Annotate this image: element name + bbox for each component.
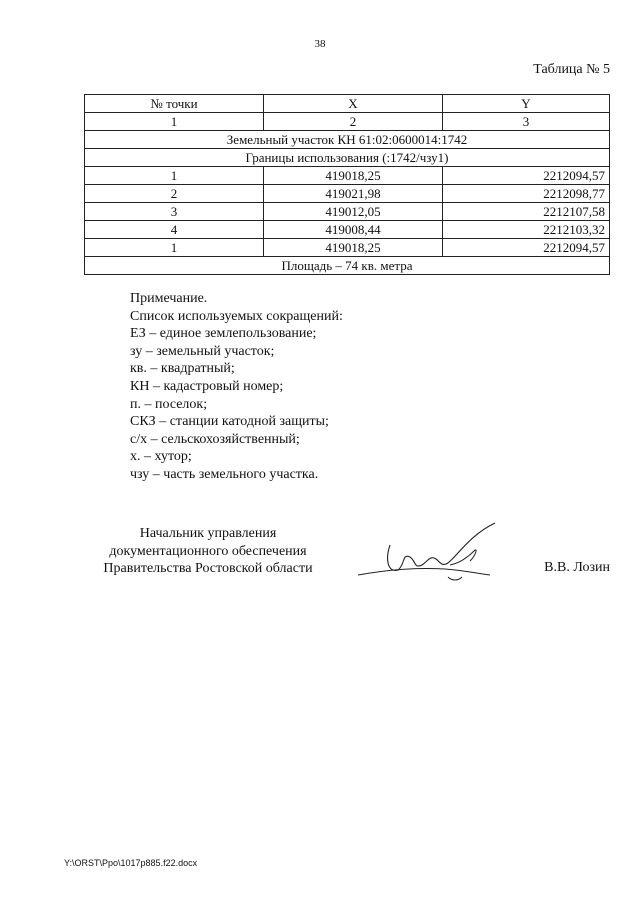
area-row <box>85 257 610 275</box>
boundary-row <box>85 149 610 167</box>
parcel-cadastral-number: Земельный участок КН 61:02:0600014:1742 <box>85 131 610 149</box>
table-row <box>85 185 610 203</box>
signatory-name: В.В. Лозин <box>544 560 610 575</box>
point-number: 4 <box>85 221 264 239</box>
list-item: чзу – часть земельного участка. <box>130 466 319 482</box>
list-item: х. – хутор; <box>130 449 192 465</box>
position-line: документационного обеспечения <box>109 543 307 559</box>
table-row <box>85 167 610 185</box>
list-item: ЕЗ – единое землепользование; <box>130 326 317 342</box>
point-number: 3 <box>85 203 264 221</box>
point-number: 2 <box>85 185 264 203</box>
header-point-number: № точки <box>85 95 264 113</box>
abbreviations-note <box>130 290 343 484</box>
column-numbers-row <box>85 113 610 131</box>
position-line: Правительства Ростовской области <box>103 561 313 577</box>
y-coordinate: 2212098,77 <box>443 185 610 203</box>
x-coordinate: 419018,25 <box>264 239 443 257</box>
list-item: кв. – квадратный; <box>130 361 235 377</box>
table-title: Таблица № 5 <box>533 62 610 77</box>
column-number: 3 <box>443 113 610 131</box>
y-coordinate: 2212107,58 <box>443 203 610 221</box>
y-coordinate: 2212103,32 <box>443 221 610 239</box>
header-x: X <box>264 95 443 113</box>
point-number: 1 <box>85 167 264 185</box>
y-coordinate: 2212094,57 <box>443 167 610 185</box>
area-value: Площадь – 74 кв. метра <box>85 257 610 275</box>
table-row <box>85 203 610 221</box>
x-coordinate: 419012,05 <box>264 203 443 221</box>
column-number: 1 <box>85 113 264 131</box>
y-coordinate: 2212094,57 <box>443 239 610 257</box>
table-row <box>85 221 610 239</box>
handwritten-signature <box>350 515 510 590</box>
table-row <box>85 239 610 257</box>
x-coordinate: 419021,98 <box>264 185 443 203</box>
x-coordinate: 419008,44 <box>264 221 443 239</box>
list-item: КН – кадастровый номер; <box>130 378 284 394</box>
usage-boundary: Границы использования (:1742/чзу1) <box>85 149 610 167</box>
column-number: 2 <box>264 113 443 131</box>
file-path: Y:\ORST\Ppo\1017p885.f22.docx <box>64 858 198 868</box>
list-item: зу – земельный участок; <box>130 343 275 359</box>
page-number: 38 <box>314 38 326 50</box>
parcel-row <box>85 131 610 149</box>
point-number: 1 <box>85 239 264 257</box>
list-item: п. – поселок; <box>130 396 208 412</box>
x-coordinate: 419018,25 <box>264 167 443 185</box>
list-item: СКЗ – станции катодной защиты; <box>130 414 329 430</box>
coordinates-table <box>84 94 610 275</box>
position-line: Начальник управления <box>139 526 277 541</box>
header-y: Y <box>443 95 610 113</box>
list-item: с/х – сельскохозяйственный; <box>130 431 300 447</box>
note-list-title: Список используемых сокращений: <box>130 308 343 324</box>
note-heading: Примечание. <box>130 291 208 306</box>
table-header-row <box>85 95 610 113</box>
signatory-position <box>88 525 328 578</box>
